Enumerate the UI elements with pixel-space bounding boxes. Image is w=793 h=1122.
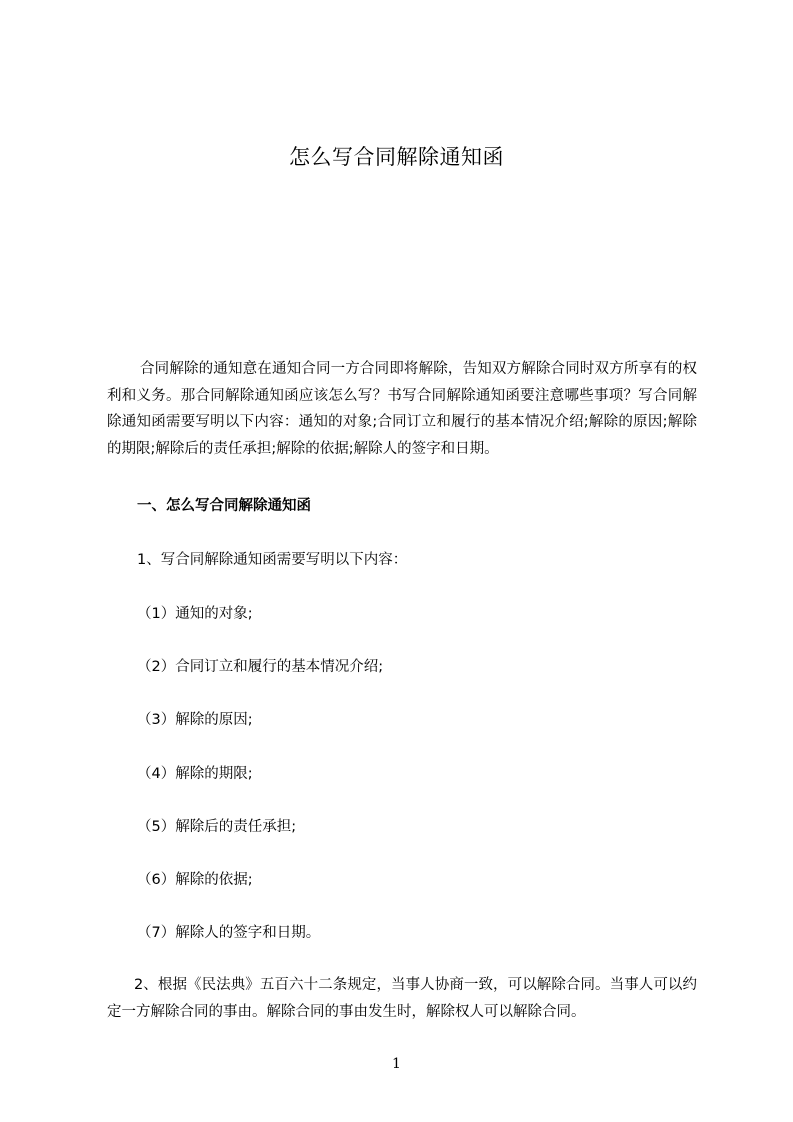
list-item: （1）通知的对象;	[137, 606, 253, 622]
list-item: （5）解除后的责任承担;	[137, 819, 297, 835]
list-item: （4）解除的期限;	[137, 766, 253, 782]
document-title: 怎么写合同解除通知函	[289, 145, 504, 169]
list-item: （6）解除的依据;	[137, 872, 253, 888]
intro-paragraph: 合同解除的通知意在通知合同一方合同即将解除，告知双方解除合同时双方所享有的权利和义务。那合同解除通知函应该怎么写？书写合同解除通知函要注意哪些事项？写合同解除通知函需要写明以下内容：通知的对象;合同订立和履行的基本情况介绍;解除的原因;解除的期限;解除后的责任承担;解除的依据;解除人的签字和日期。	[107, 361, 697, 457]
list-item: （7）解除人的签字和日期。	[137, 925, 321, 941]
list-item: （3）解除的原因;	[137, 712, 253, 728]
list-item: （2）合同订立和履行的基本情况介绍;	[137, 659, 384, 675]
item2-paragraph: 2、根据《民法典》五百六十二条规定，当事人协商一致，可以解除合同。当事人可以约定一方解除合同的事由。解除合同的事由发生时，解除权人可以解除合同。	[107, 977, 697, 1020]
item1-intro: 1、写合同解除通知函需要写明以下内容：	[137, 552, 408, 568]
page-number: 1	[392, 1056, 401, 1072]
section-heading: 一、怎么写合同解除通知函	[137, 498, 311, 514]
